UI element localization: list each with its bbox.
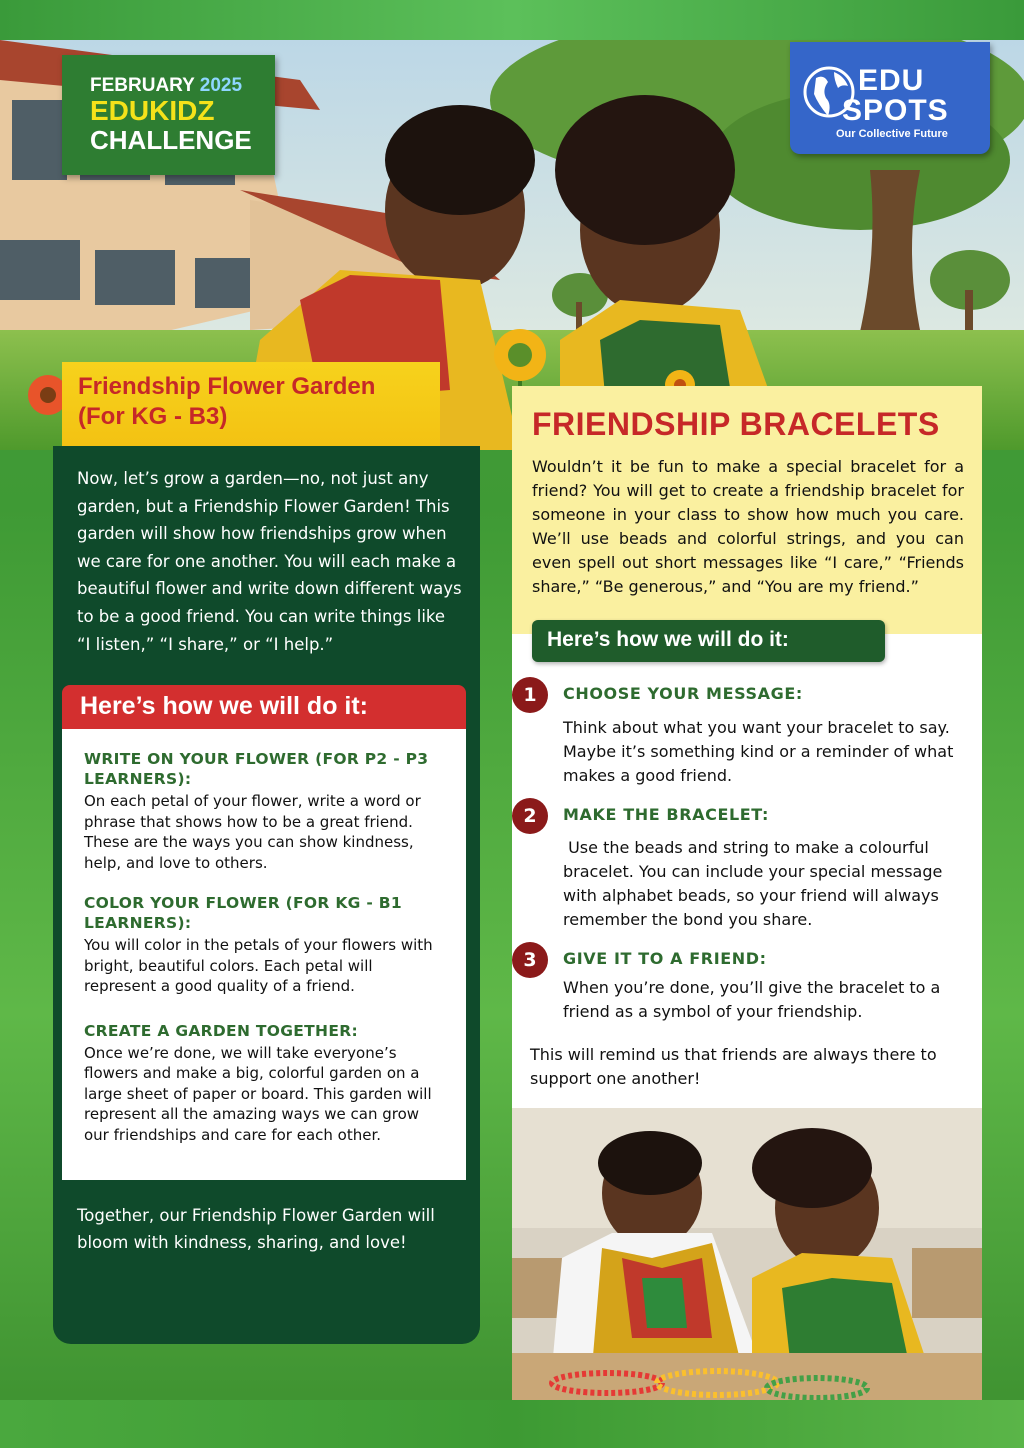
right-step-body: When you’re done, you’ll give the bracelet to a friend as a symbol of your friendship. [563, 978, 941, 1021]
left-step [84, 893, 442, 997]
right-step-heading: GIVE IT TO A FRIEND: [563, 949, 767, 968]
badge-edukidz: EDUKIDZ [90, 95, 215, 127]
left-step [84, 1021, 442, 1146]
top-border-band [0, 0, 1024, 40]
right-intro-text: Wouldn’t it be fun to make a special bracelet for a friend? You will get to create a friendship bracelet for someone in your class to show how much you care. We’ll use beads and colorful strings, and you can even spell out short messages like “I care,” “Friends share,” “Be generous,” and “You are my friend.” [532, 457, 964, 596]
left-step-heading: WRITE ON YOUR FLOWER (FOR P2 - P3 LEARNERS): [84, 750, 429, 788]
left-step-body: You will color in the petals of your flowers with bright, beautiful colors. Each petal will represent a good quality of a friend. [84, 936, 433, 995]
logo-tagline: Our Collective Future [836, 128, 948, 140]
badge-year: 2025 [199, 74, 243, 96]
step-number-badge: 1 [512, 677, 548, 713]
bracelet-illustration [512, 1108, 982, 1400]
left-step-body: On each petal of your flower, write a word or phrase that shows how to be a great friend. These are the ways you can show kindness, help, and love to others. [84, 792, 421, 872]
left-step-heading: COLOR YOUR FLOWER (FOR KG - B1 LEARNERS): [84, 894, 402, 932]
right-outro-text: This will remind us that friends are always there to support one another! [530, 1045, 937, 1088]
badge-challenge: CHALLENGE [90, 125, 252, 156]
badge-date [90, 76, 275, 97]
left-steps-box [62, 729, 466, 1180]
right-step-heading: CHOOSE YOUR MESSAGE: [563, 684, 803, 703]
badge-month: FEBRUARY [90, 74, 195, 96]
left-title-line1: Friendship Flower Garden [78, 373, 376, 400]
left-step [84, 749, 442, 873]
right-step-heading: MAKE THE BRACELET: [563, 805, 769, 824]
left-title-line2: (For KG - B3) [78, 403, 228, 430]
challenge-badge [62, 55, 275, 175]
left-how-heading: Here’s how we will do it: [62, 685, 466, 729]
logo-spots: SPOTS [842, 94, 949, 127]
logo-edu: EDU [858, 64, 925, 97]
right-step-body: Think about what you want your bracelet to say. Maybe it’s something kind or a reminder of what makes a good friend. [563, 718, 954, 785]
step-number-badge: 2 [512, 798, 548, 834]
left-step-heading: CREATE A GARDEN TOGETHER: [84, 1021, 358, 1040]
eduspots-logo [790, 42, 990, 154]
left-intro-text: Now, let’s grow a garden—no, not just any garden, but a Friendship Flower Garden! This garden will show how friendships grow when we care for one another. You will each make a beautiful flower and write down different ways to be a good friend. You can write things like “I listen,” “I share,” or “I help.” [77, 469, 462, 654]
step-number-badge: 3 [512, 942, 548, 978]
right-step-body: Use the beads and string to make a colourful bracelet. You can include your special message with alphabet beads, so your friend will always remember the bond you share. [563, 838, 948, 929]
right-how-heading: Here’s how we will do it: [532, 620, 885, 662]
left-step-body: Once we’re done, we will take everyone’s flowers and make a big, colorful garden on a large sheet of paper or board. This garden will represent all the amazing ways we can grow our friendships and care for each other. [84, 1043, 432, 1144]
friendship-flower-title [62, 362, 440, 446]
bottom-border-band [0, 1400, 1024, 1448]
left-outro-text: Together, our Friendship Flower Garden will bloom with kindness, sharing, and love! [77, 1206, 435, 1252]
friendship-bracelets-title: FRIENDSHIP BRACELETS [532, 406, 940, 442]
